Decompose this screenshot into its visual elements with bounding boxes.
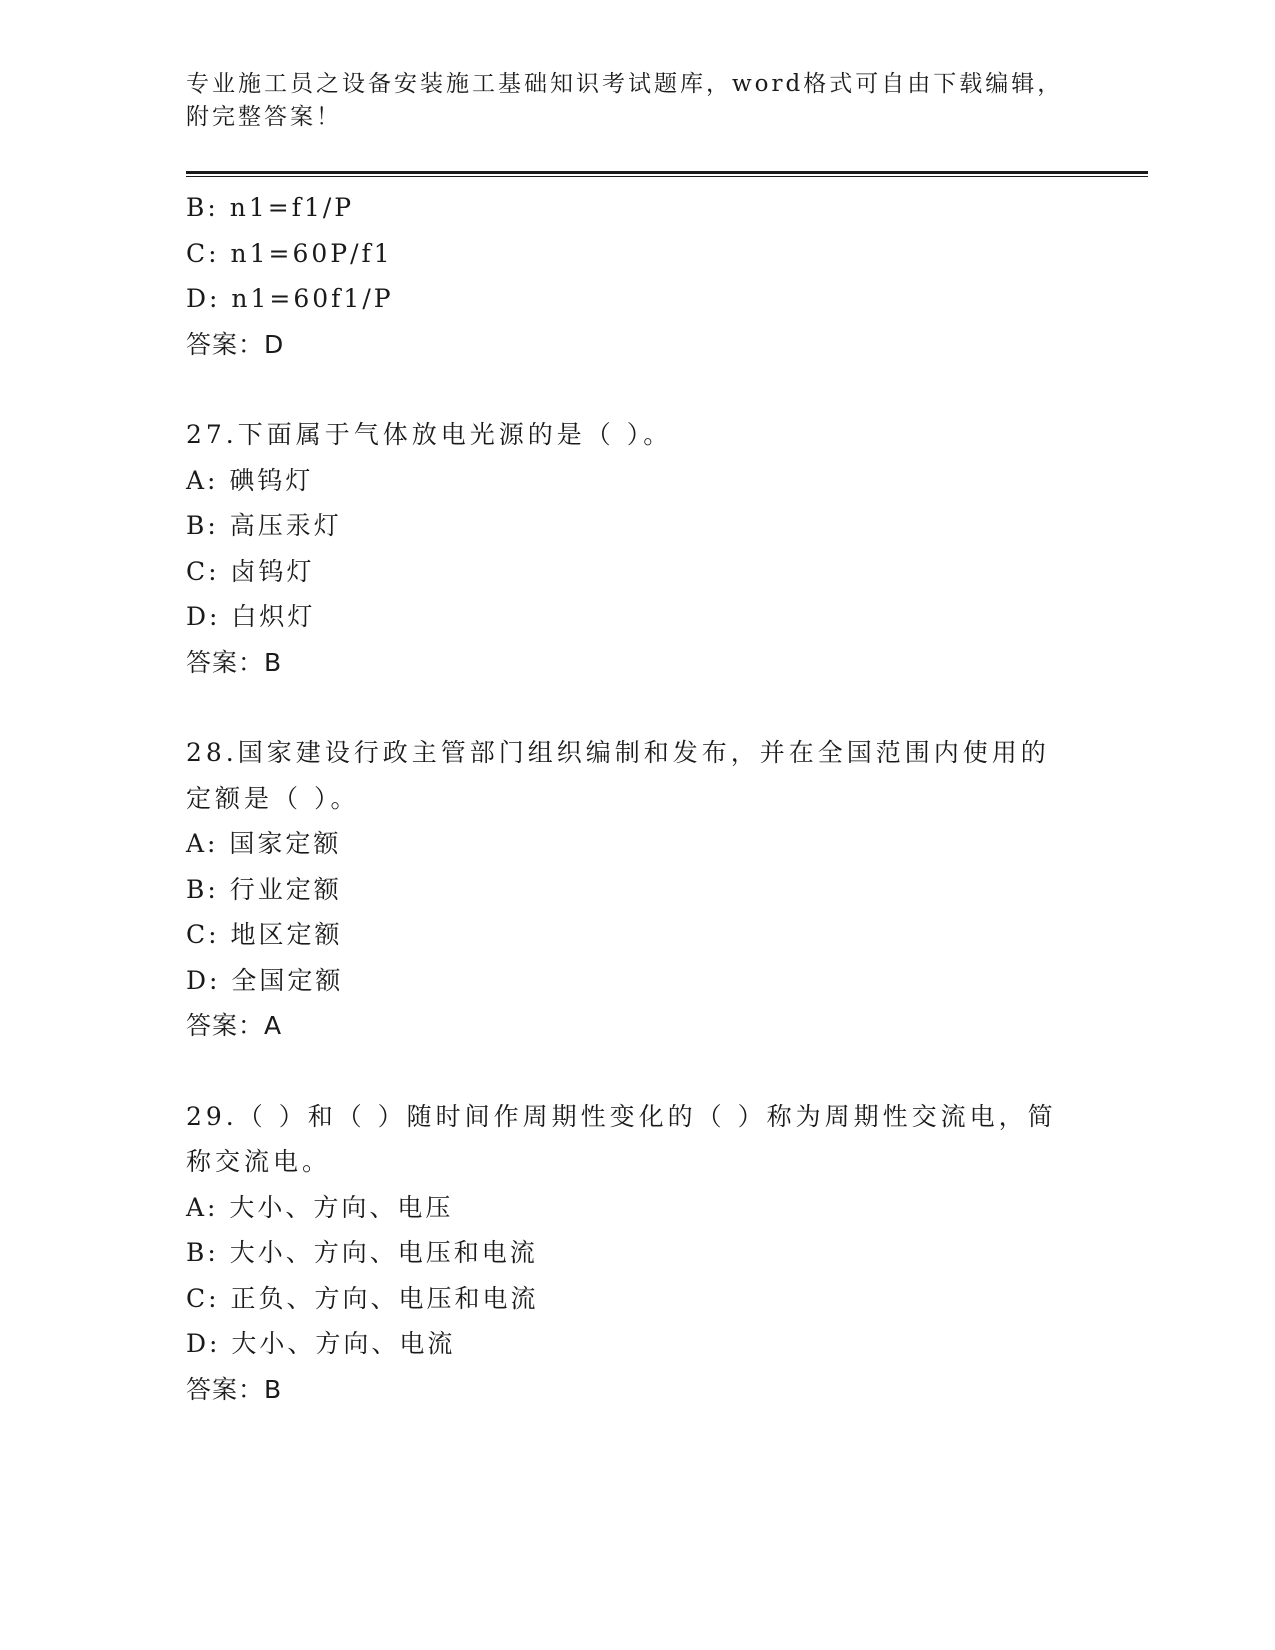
header-divider [186,171,1148,177]
document-page [186,68,1146,1412]
option-d: D: 全国定额 [186,965,344,995]
option-a: A: 国家定额 [186,829,342,858]
carryover-question [186,185,1146,367]
question-content [186,185,1146,1412]
option-c: C: 地区定额 [186,920,343,949]
answer-line: 答案：D [186,329,285,359]
document-header: 专业施工员之设备安装施工基础知识考试题库，word格式可自由下载编辑，附完整答案！ [186,71,1064,130]
option-b: B: n1=f1/P [186,193,355,222]
question-29 [186,1094,1146,1413]
option-d: D: 大小、方向、电流 [186,1329,456,1358]
option-d: D: n1=60f1/P [186,284,394,313]
option-a: A: 大小、方向、电压 [186,1192,454,1222]
option-d: D: 白炽灯 [186,602,316,631]
answer-line: 答案：B [186,1374,283,1404]
option-c: C: 卤钨灯 [186,556,315,586]
question-text: 29.（ ）和（ ）随时间作周期性变化的（ ）称为周期性交流电，简称交流电。 [186,1101,1057,1176]
question-28 [186,730,1146,1049]
option-c: C: 正负、方向、电压和电流 [186,1283,539,1313]
question-27 [186,412,1146,685]
answer-line: 答案：A [186,1011,283,1040]
option-c: C: n1=60P/f1 [186,238,393,268]
question-text: 27.下面属于气体放电光源的是（ ）。 [186,420,673,449]
option-b: B: 大小、方向、电压和电流 [186,1238,538,1267]
question-text: 28.国家建设行政主管部门组织编制和发布，并在全国范围内使用的定额是（ ）。 [186,738,1050,813]
option-b: B: 行业定额 [186,874,342,904]
option-b: B: 高压汞灯 [186,511,342,540]
answer-line: 答案：B [186,647,283,677]
option-a: A: 碘钨灯 [186,465,314,495]
